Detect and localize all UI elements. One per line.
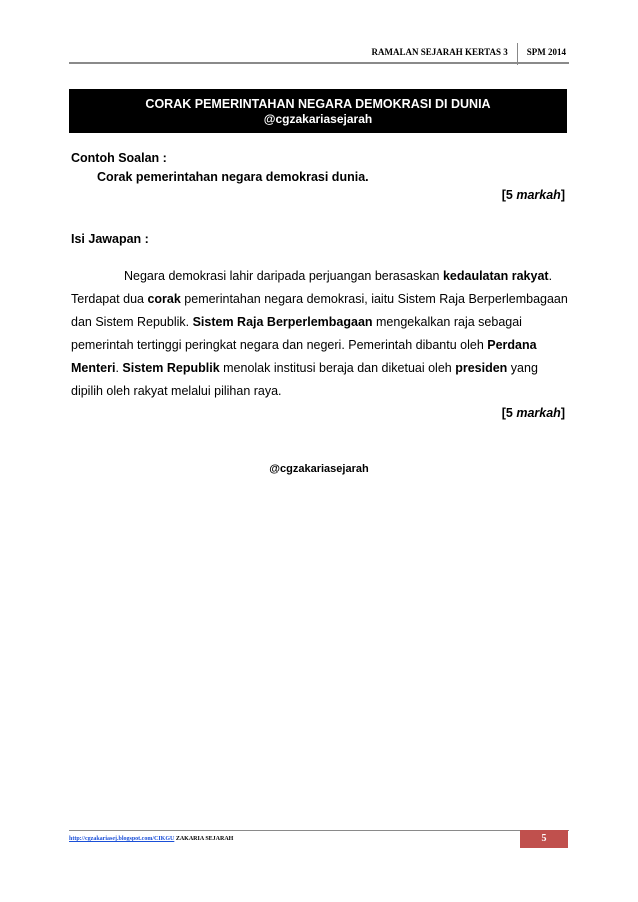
marks-word: markah [516,406,561,420]
footer-credit [69,836,233,842]
header-title: RAMALAN SEJARAH KERTAS 3 [371,47,508,57]
answer-s7: mengekalkan raja sebagai pemerintah tertinggi peringkat negara dan negeri. Pemerintah dibantu oleh [71,315,522,352]
question-marks [502,188,565,202]
marks-open: [5 [501,406,517,420]
signature: @cgzakariasejarah [269,463,369,475]
answer-s9: . [115,361,123,375]
answer-s1: Negara demokrasi lahir daripada perjuangan berasaskan [124,269,443,283]
answer-paragraph [71,265,571,403]
answer-s2: kedaulatan rakyat [442,269,549,283]
footer-text: ZAKARIA SEJARAH [174,836,234,842]
answer-s3: . Terdapat dua [71,269,553,306]
marks-open: [5 [501,188,517,202]
answer-label: Isi Jawapan : [71,232,149,246]
header-exam: SPM 2014 [526,47,566,57]
banner-author: @cgzakariasejarah [263,112,373,126]
question-label: Contoh Soalan : [71,151,167,165]
answer-s4: corak [147,292,181,306]
answer-marks [502,406,565,420]
banner-title: CORAK PEMERINTAHAN NEGARA DEMOKRASI DI DUNIA [145,97,491,111]
footer-rule [69,830,569,831]
marks-word: markah [516,188,561,202]
marks-close: ] [560,188,565,202]
answer-s13: yang dipilih oleh rakyat melalui pilihan raya. [71,361,538,398]
marks-close: ] [560,406,565,420]
footer-link[interactable]: http://cgzakariasej.blogspot.com/CIKGU [69,836,175,842]
title-banner [69,89,567,133]
header-rule [69,62,569,64]
answer-s10: Sistem Republik [122,361,220,375]
answer-s11: menolak institusi beraja dan diketuai oleh [219,361,456,375]
answer-s6: Sistem Raja Berperlembagaan [192,315,373,329]
page-number: 5 [520,830,568,848]
page-header [371,41,566,63]
answer-s5: pemerintahan negara demokrasi, iaitu Sistem Raja Berperlembagaan dan Sistem Republik. [71,292,568,329]
answer-s8: Perdana Menteri [71,338,537,375]
question-text: Corak pemerintahan negara demokrasi dunia. [97,170,369,184]
answer-s12: presiden [455,361,508,375]
